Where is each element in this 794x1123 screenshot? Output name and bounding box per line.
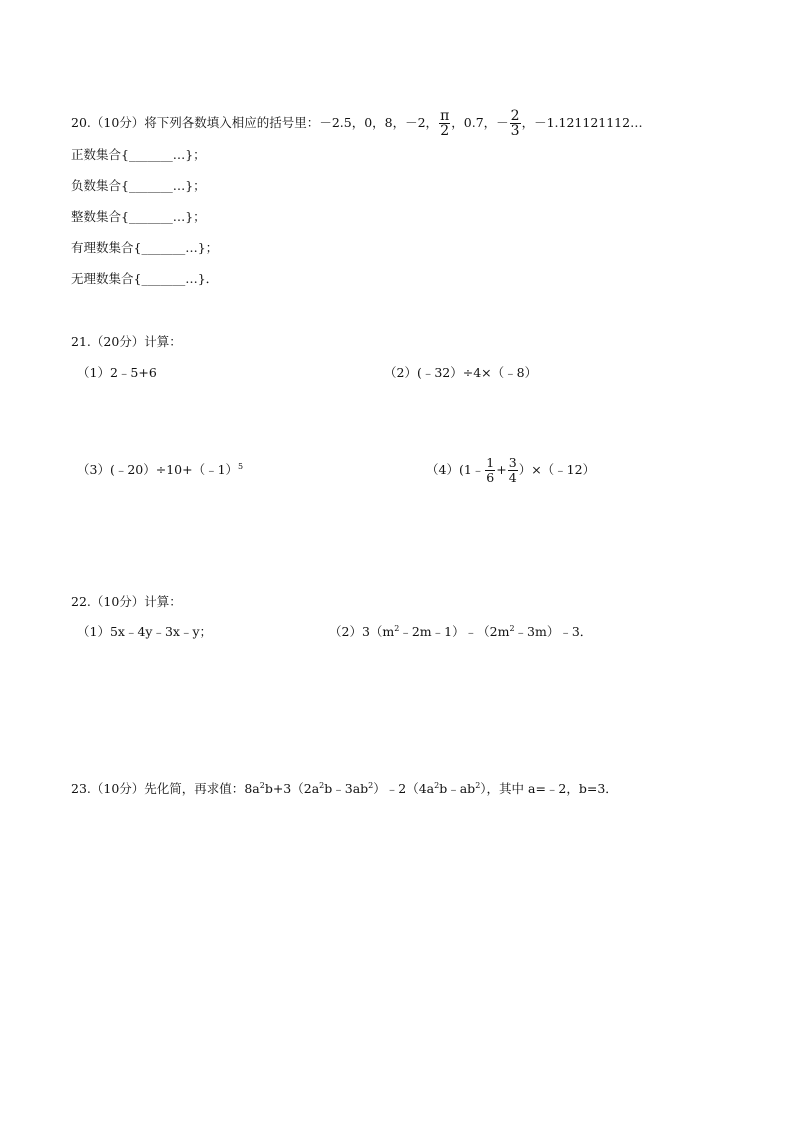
expr-segment: ），其中 a=﹣2，b=3． (480, 781, 618, 796)
expr-segment: 8a (244, 781, 260, 796)
expr-segment: ）﹣2（4a (373, 781, 435, 796)
q21-part3-text: （3）(﹣20）÷10+（﹣1） (77, 462, 239, 477)
expr-segment: b﹣ab (439, 781, 476, 796)
q22-number: 22.（10分） (71, 594, 145, 609)
fraction-denominator: 4 (508, 470, 517, 485)
exponent: 2 (475, 781, 481, 790)
set-rational (71, 240, 218, 256)
answer-blank: {_______…}； (121, 178, 206, 193)
q22-part2 (329, 624, 592, 640)
set-label: 整数集合 (71, 209, 122, 224)
expr-segment: b﹣3ab (324, 781, 369, 796)
answer-blank: {_______…}； (121, 147, 206, 162)
q22-stem-line (71, 594, 182, 610)
set-negative (71, 178, 206, 194)
set-label: 正数集合 (71, 147, 122, 162)
q20-numbers-a: －2.5，0，8，－2， (319, 115, 439, 130)
q21-part3 (77, 462, 243, 478)
q21-part4-pre: （4）(1﹣ (426, 462, 485, 477)
exponent: 2 (319, 781, 325, 790)
fraction-numerator: 3 (508, 455, 517, 470)
q21-stem: 计算： (144, 334, 182, 349)
exponent: 5 (238, 462, 244, 471)
exponent: 2 (509, 624, 515, 633)
exponent: 2 (394, 624, 400, 633)
q20-stem: 将下列各数填入相应的括号里： (144, 115, 320, 130)
exponent: 2 (434, 781, 440, 790)
fraction-numerator: 1 (486, 455, 495, 470)
exponent: 2 (259, 781, 265, 790)
fraction-numerator: π (440, 108, 450, 124)
set-integer (71, 209, 206, 225)
answer-blank: {_______…}． (133, 271, 219, 286)
pi-over-two-fraction (439, 109, 450, 138)
fraction-denominator: 3 (510, 123, 520, 139)
q23-number: 23.（10分） (71, 781, 145, 796)
q20-number: 20.（10分） (71, 115, 145, 130)
exponent: 2 (368, 781, 374, 790)
fraction-denominator: 6 (486, 470, 495, 485)
expr-segment: ﹣3m）﹣3． (514, 624, 593, 639)
set-label: 有理数集合 (71, 240, 134, 255)
q23-line (71, 781, 618, 797)
fraction-denominator: 2 (440, 123, 450, 139)
answer-blank: {_______…}； (121, 209, 206, 224)
q20-stem-line (71, 109, 643, 138)
q21-number: 21.（20分） (71, 334, 145, 349)
q23-stem: 先化简，再求值： (144, 781, 245, 796)
q21-part4 (426, 453, 595, 487)
three-quarters-fraction (508, 456, 518, 485)
q21-stem-line (71, 334, 182, 350)
answer-blank: {_______…}； (133, 240, 219, 255)
expr-segment: （2）3（m (329, 624, 395, 639)
one-sixth-fraction (485, 456, 495, 485)
fraction-numerator: 2 (510, 108, 520, 124)
q21-part1: （1）2﹣5+6 (77, 365, 157, 380)
q21-part4-post: ）×（﹣12） (518, 462, 596, 477)
q20-numbers-c: ，－1.121121112… (521, 115, 643, 130)
q21-part2: （2）(﹣32）÷4×（﹣8） (384, 365, 538, 380)
set-positive (71, 147, 206, 163)
expr-segment: b+3（2a (264, 781, 320, 796)
expr-segment: ﹣2m﹣1）﹣（2m (399, 624, 510, 639)
q22-part1: （1）5x﹣4y﹣3x﹣y； (77, 624, 213, 639)
set-irrational (71, 271, 218, 287)
q22-stem: 计算： (144, 594, 182, 609)
two-thirds-fraction (510, 109, 521, 138)
set-label: 负数集合 (71, 178, 122, 193)
set-label: 无理数集合 (71, 271, 134, 286)
plus-sign: + (496, 462, 507, 477)
q20-numbers-b: ，0.7，－ (451, 115, 509, 130)
